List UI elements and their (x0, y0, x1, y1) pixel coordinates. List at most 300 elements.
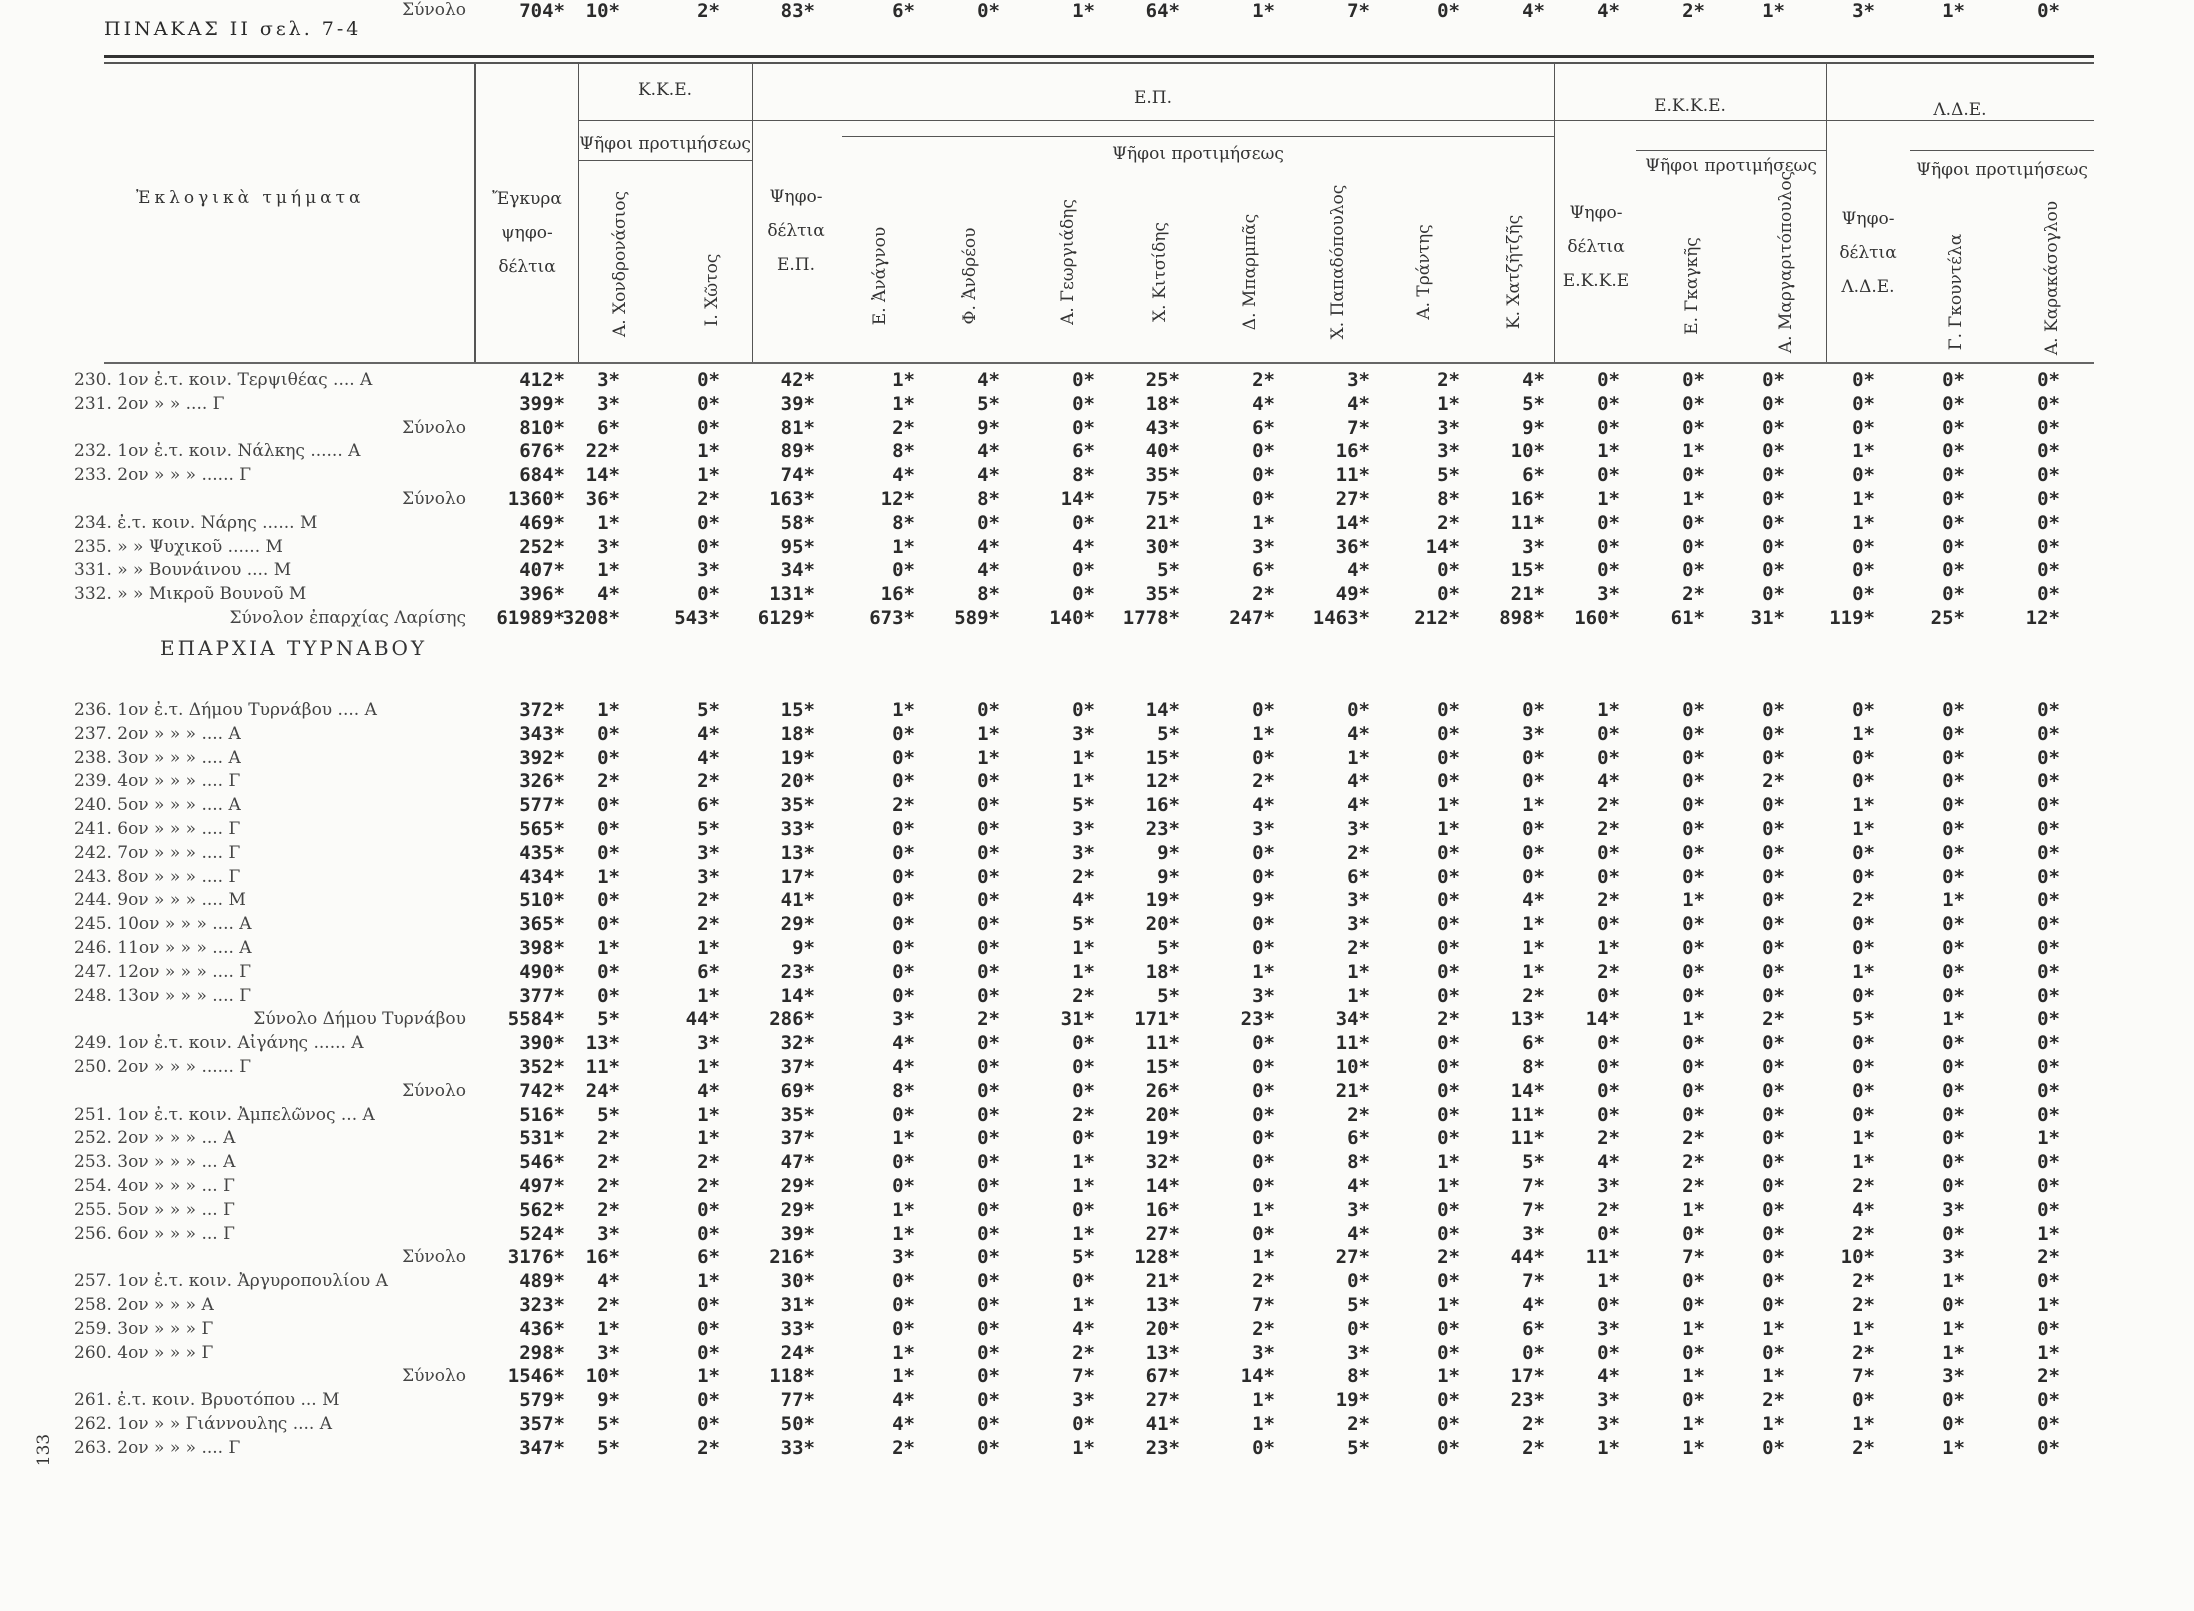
table-cell: 2* (1522, 1413, 1545, 1435)
table-cell: 0* (2037, 984, 2060, 1007)
table-cell: 10* (585, 0, 620, 22)
table-cell: 0* (1942, 770, 1965, 793)
candidate-header: Α. Γεωργιάδης (1058, 199, 1078, 325)
table-cell: 0* (1437, 746, 1460, 769)
table-cell: 4* (1252, 392, 1275, 415)
table-cell: 0* (1597, 392, 1620, 415)
pref-line-ep (842, 136, 1554, 137)
table-cell: 13* (585, 1032, 620, 1055)
table-cell: 0* (1682, 1389, 1705, 1412)
table-cell: 49* (1335, 583, 1370, 606)
table-cell: 0* (1437, 1270, 1460, 1293)
table-cell: 12* (1145, 770, 1180, 793)
table-cell: 0* (977, 1175, 1000, 1197)
table-cell: 2* (1072, 984, 1095, 1007)
table-cell: 0* (1942, 865, 1965, 888)
table-cell: 1* (1682, 889, 1705, 912)
table-cell: 898* (1499, 607, 1545, 629)
table-cell: 2* (1437, 1008, 1460, 1031)
table-cell: 4* (892, 1389, 915, 1412)
table-cell: 0* (1942, 937, 1965, 959)
table-cell: 6* (597, 416, 620, 439)
table-cell: 0* (1437, 1127, 1460, 1150)
table-cell: 0* (1852, 535, 1875, 558)
table-cell: 10* (1510, 440, 1545, 463)
table-cell: 0* (892, 1103, 915, 1126)
table-cell: 0* (892, 1294, 915, 1316)
table-cell: 2* (1252, 1317, 1275, 1340)
valid-ballots-header: Ἔγκυρα ψηφο- δέλτια (492, 189, 562, 277)
table-cell: 8* (1437, 488, 1460, 510)
table-cell: 0* (697, 1413, 720, 1435)
table-cell: 1* (1597, 937, 1620, 959)
header-bottom-rule (104, 362, 2094, 364)
table-cell: 0* (1762, 746, 1785, 769)
table-cell: 0* (597, 746, 620, 769)
table-cell: 1360* (507, 488, 565, 510)
table-cell: 0* (892, 1175, 915, 1197)
table-cell: 1* (1072, 1151, 1095, 1174)
table-cell: 1* (977, 722, 1000, 745)
ballots-ade-header: Ψηφο- δέλτια Λ.Δ.Ε. (1839, 209, 1897, 297)
table-cell: 0* (1762, 1079, 1785, 1102)
table-cell: 44* (685, 1008, 720, 1031)
table-cell: 10* (1840, 1246, 1875, 1269)
table-cell: 1* (1437, 1151, 1460, 1174)
table-cell: 489* (519, 1270, 565, 1293)
table-cell: 396* (519, 583, 565, 606)
candidate-header: Δ. Μπαρμπᾶς (1240, 213, 1260, 331)
table-cell: 392* (519, 746, 565, 769)
table-cell: 36* (1335, 535, 1370, 558)
table-cell: 0* (1762, 722, 1785, 745)
table-cell: 1* (597, 699, 620, 721)
row-label: 255. 5ον » » » ... Γ (74, 1199, 235, 1220)
table-cell: 0* (697, 583, 720, 606)
table-cell: 3* (697, 865, 720, 888)
table-cell: 0* (2037, 0, 2060, 22)
table-cell: 247* (1229, 607, 1275, 629)
table-cell: 497* (519, 1175, 565, 1197)
table-cell: 4* (892, 1032, 915, 1055)
table-cell: 0* (1437, 699, 1460, 721)
table-cell: 27* (1145, 1389, 1180, 1412)
table-cell: 0* (1682, 416, 1705, 439)
table-cell: 0* (1762, 464, 1785, 487)
table-cell: 1* (1437, 392, 1460, 415)
table-cell: 0* (977, 1365, 1000, 1388)
table-cell: 35* (780, 1103, 815, 1126)
table-cell: 44* (1510, 1246, 1545, 1269)
table-cell: 0* (1437, 1389, 1460, 1412)
table-cell: 1* (697, 1127, 720, 1150)
table-cell: 0* (1762, 1056, 1785, 1078)
table-cell: 1* (2037, 1294, 2060, 1316)
table-cell: 0* (1682, 392, 1705, 415)
table-cell: 3* (1347, 889, 1370, 912)
table-cell: 0* (1682, 984, 1705, 1007)
table-cell: 434* (519, 865, 565, 888)
table-cell: 19* (1335, 1389, 1370, 1412)
table-cell: 1* (1252, 1413, 1275, 1435)
table-cell: 372* (519, 699, 565, 721)
table-cell: 1* (1072, 1436, 1095, 1459)
table-cell: 3* (1597, 1389, 1620, 1412)
table-cell: 4* (1597, 770, 1620, 793)
table-cell: 0* (1522, 699, 1545, 721)
table-cell: 0* (1852, 1056, 1875, 1078)
table-cell: 4* (977, 464, 1000, 487)
table-cell: 0* (1852, 1103, 1875, 1126)
table-cell: 0* (1852, 559, 1875, 582)
table-cell: 1* (1597, 699, 1620, 721)
table-cell: 0* (1072, 1056, 1095, 1078)
table-cell: 4* (1522, 369, 1545, 391)
table-cell: 7* (1522, 1270, 1545, 1293)
table-cell: 6* (1347, 865, 1370, 888)
table-cell: 4* (977, 440, 1000, 463)
table-cell: 35* (780, 794, 815, 817)
table-cell: 23* (780, 960, 815, 983)
table-cell: 0* (1597, 511, 1620, 534)
table-cell: 39* (780, 1222, 815, 1245)
table-cell: 8* (892, 440, 915, 463)
table-cell: 1* (1072, 960, 1095, 983)
table-cell: 1* (1852, 511, 1875, 534)
pref-line-ekke (1636, 150, 1826, 151)
table-cell: 3* (1347, 913, 1370, 936)
table-cell: 6* (697, 794, 720, 817)
table-cell: 0* (1252, 746, 1275, 769)
table-cell: 5* (1072, 913, 1095, 936)
table-cell: 0* (1072, 559, 1095, 582)
table-cell: 2* (1437, 1246, 1460, 1269)
table-cell: 2* (892, 1436, 915, 1459)
table-cell: 0* (1597, 746, 1620, 769)
table-cell: 0* (1072, 416, 1095, 439)
table-cell: 0* (1597, 1032, 1620, 1055)
table-cell: 0* (892, 1270, 915, 1293)
table-cell: 0* (1072, 1032, 1095, 1055)
table-cell: 562* (519, 1198, 565, 1221)
table-cell: 3* (1437, 440, 1460, 463)
table-cell: 0* (2037, 488, 2060, 510)
table-cell: 4* (1852, 1198, 1875, 1221)
table-cell: 5* (1522, 1151, 1545, 1174)
table-cell: 0* (1762, 535, 1785, 558)
table-cell: 0* (1682, 369, 1705, 391)
table-cell: 0* (977, 1198, 1000, 1221)
table-cell: 0* (1852, 746, 1875, 769)
table-cell: 0* (1852, 1079, 1875, 1102)
table-cell: 0* (2037, 699, 2060, 721)
table-cell: 0* (1762, 1436, 1785, 1459)
table-cell: 1* (1682, 1008, 1705, 1031)
table-cell: 1* (597, 937, 620, 959)
table-cell: 171* (1134, 1008, 1180, 1031)
table-cell: 5* (1157, 559, 1180, 582)
table-cell: 0* (1852, 583, 1875, 606)
table-cell: 3* (1252, 984, 1275, 1007)
table-cell: 2* (1762, 770, 1785, 793)
pref-line-kke (578, 160, 752, 161)
table-cell: 1* (1852, 818, 1875, 840)
table-cell: 5* (697, 699, 720, 721)
table-cell: 0* (1252, 1103, 1275, 1126)
table-cell: 23* (1510, 1389, 1545, 1412)
table-cell: 2* (1252, 369, 1275, 391)
table-cell: 0* (977, 913, 1000, 936)
table-cell: 27* (1145, 1222, 1180, 1245)
table-cell: 0* (1942, 583, 1965, 606)
row-label: 234. ἐ.τ. κοιν. Νάρης ...... Μ (74, 512, 318, 533)
table-cell: 4* (892, 1413, 915, 1435)
pref-line-ade (1910, 150, 2094, 151)
table-cell: 0* (1072, 1079, 1095, 1102)
table-cell: 0* (1437, 1056, 1460, 1078)
table-cell: 3* (1347, 1341, 1370, 1364)
table-cell: 2* (2037, 1246, 2060, 1269)
table-cell: 0* (1762, 937, 1785, 959)
table-cell: 0* (697, 1222, 720, 1245)
page-title: ΠΙΝΑΚΑΣ II σελ. 7-4 (104, 18, 362, 40)
table-cell: 61989* (496, 607, 565, 629)
table-cell: 1778* (1122, 607, 1180, 629)
table-cell: 13* (1145, 1294, 1180, 1316)
table-cell: 0* (1437, 722, 1460, 745)
table-cell: 0* (2037, 960, 2060, 983)
table-cell: 0* (1597, 416, 1620, 439)
table-cell: 0* (2037, 1151, 2060, 1174)
table-cell: 42* (780, 369, 815, 391)
table-cell: 4* (1347, 392, 1370, 415)
table-cell: 3* (697, 841, 720, 864)
table-cell: 14* (1145, 699, 1180, 721)
table-cell: 11* (1510, 1127, 1545, 1150)
table-cell: 352* (519, 1056, 565, 1078)
table-cell: 0* (2037, 464, 2060, 487)
table-cell: 8* (1347, 1365, 1370, 1388)
table-cell: 810* (519, 416, 565, 439)
table-cell: 1* (697, 937, 720, 959)
table-cell: 0* (1252, 1032, 1275, 1055)
table-cell: 0* (2037, 369, 2060, 391)
table-cell: 0* (1072, 699, 1095, 721)
table-cell: 69* (780, 1079, 815, 1102)
table-cell: 1* (1522, 937, 1545, 959)
table-cell: 0* (1597, 1103, 1620, 1126)
table-cell: 0* (977, 699, 1000, 721)
table-cell: 1* (1852, 440, 1875, 463)
table-cell: 13* (780, 841, 815, 864)
table-cell: 3* (892, 1246, 915, 1269)
table-cell: 2* (977, 1008, 1000, 1031)
table-cell: 0* (1942, 1151, 1965, 1174)
table-cell: 0* (1682, 1032, 1705, 1055)
table-cell: 2* (1522, 1436, 1545, 1459)
table-cell: 0* (697, 511, 720, 534)
table-cell: 0* (892, 937, 915, 959)
table-cell: 1* (697, 1056, 720, 1078)
table-cell: 1* (1437, 794, 1460, 817)
table-cell: 0* (697, 416, 720, 439)
table-cell: 3* (1852, 0, 1875, 22)
table-cell: 31* (1750, 607, 1785, 629)
table-cell: 1* (1597, 1270, 1620, 1293)
table-cell: 1* (1682, 488, 1705, 510)
table-cell: 4* (977, 369, 1000, 391)
table-cell: 2* (1347, 1413, 1370, 1435)
row-label: Σύνολο (402, 489, 466, 509)
table-cell: 323* (519, 1294, 565, 1316)
table-cell: 0* (1942, 913, 1965, 936)
row-label: Σύνολο (402, 1080, 466, 1101)
table-cell: 0* (977, 1246, 1000, 1269)
table-cell: 20* (1145, 1317, 1180, 1340)
table-cell: 2* (1437, 511, 1460, 534)
table-cell: 0* (1942, 1032, 1965, 1055)
table-cell: 0* (2037, 722, 2060, 745)
table-cell: 29* (780, 913, 815, 936)
table-cell: 77* (780, 1389, 815, 1412)
table-cell: 577* (519, 794, 565, 817)
table-cell: 2* (1072, 1103, 1095, 1126)
table-cell: 2* (1852, 1294, 1875, 1316)
table-cell: 18* (1145, 392, 1180, 415)
table-cell: 14* (1425, 535, 1460, 558)
table-cell: 29* (780, 1175, 815, 1197)
table-cell: 4* (1597, 1365, 1620, 1388)
table-cell: 12* (880, 488, 915, 510)
table-cell: 0* (1597, 369, 1620, 391)
table-cell: 95* (780, 535, 815, 558)
table-cell: 0* (1072, 369, 1095, 391)
table-cell: 0* (2037, 511, 2060, 534)
table-cell: 0* (1072, 392, 1095, 415)
table-cell: 0* (2037, 535, 2060, 558)
table-cell: 0* (977, 1341, 1000, 1364)
table-cell: 3* (697, 1032, 720, 1055)
table-cell: 3* (1522, 535, 1545, 558)
party-ade-header: Λ.Δ.Ε. (1933, 100, 1987, 120)
table-cell: 6129* (757, 607, 815, 629)
table-cell: 19* (780, 746, 815, 769)
table-cell: 0* (977, 794, 1000, 817)
table-cell: 1546* (507, 1365, 565, 1388)
table-cell: 0* (1762, 369, 1785, 391)
table-cell: 1* (977, 746, 1000, 769)
table-cell: 0* (597, 913, 620, 936)
table-cell: 0* (1597, 841, 1620, 864)
table-cell: 1* (1852, 1413, 1875, 1435)
table-cell: 0* (1762, 416, 1785, 439)
table-cell: 2* (1682, 1175, 1705, 1197)
table-cell: 0* (1942, 1389, 1965, 1412)
table-cell: 0* (977, 1436, 1000, 1459)
table-cell: 1* (1437, 818, 1460, 840)
table-cell: 0* (1942, 1103, 1965, 1126)
table-cell: 1* (697, 1365, 720, 1388)
table-cell: 3208* (562, 607, 620, 629)
table-cell: 1* (1942, 1270, 1965, 1293)
table-cell: 1* (1597, 440, 1620, 463)
table-cell: 1* (1252, 1389, 1275, 1412)
row-label: 261. ἐ.τ. κοιν. Βρυοτόπου ... Μ (74, 1390, 340, 1411)
table-cell: 34* (1335, 1008, 1370, 1031)
group-line (578, 120, 2094, 121)
table-cell: 67* (1145, 1365, 1180, 1388)
col-label-header: Ἐκλογικὰ τμήματα (136, 188, 365, 208)
table-cell: 1* (1437, 1365, 1460, 1388)
row-label: 256. 6ον » » » ... Γ (74, 1223, 235, 1244)
table-cell: 0* (977, 1079, 1000, 1102)
candidate-header: Κ. Χατζῆτζῆς (1504, 214, 1524, 330)
table-cell: 0* (1762, 889, 1785, 912)
table-cell: 4* (977, 535, 1000, 558)
pref-votes-ade: Ψῆφοι προτιμήσεως (1916, 160, 2088, 180)
table-cell: 0* (1682, 1222, 1705, 1245)
table-cell: 23* (1240, 1008, 1275, 1031)
table-cell: 11* (1335, 464, 1370, 487)
table-cell: 1* (1072, 746, 1095, 769)
pref-votes-kke: Ψῆφοι προτιμήσεως (579, 134, 751, 154)
table-cell: 490* (519, 960, 565, 983)
table-cell: 64* (1145, 0, 1180, 22)
table-cell: 2* (1597, 889, 1620, 912)
table-cell: 3* (1347, 369, 1370, 391)
table-cell: 16* (1510, 488, 1545, 510)
table-cell: 6* (1347, 1127, 1370, 1150)
table-cell: 390* (519, 1032, 565, 1055)
table-cell: 1* (1682, 1198, 1705, 1221)
table-cell: 0* (1762, 1222, 1785, 1245)
table-cell: 326* (519, 770, 565, 793)
party-ekke-header: Ε.Κ.Κ.Ε. (1654, 96, 1726, 116)
table-cell: 128* (1134, 1246, 1180, 1269)
table-cell: 0* (1597, 1056, 1620, 1078)
table-cell: 0* (892, 1151, 915, 1174)
party-ep-header: Ε.Π. (1133, 88, 1173, 108)
table-cell: 11* (1510, 1103, 1545, 1126)
table-cell: 0* (2037, 1079, 2060, 1102)
table-cell: 3* (597, 1341, 620, 1364)
table-cell: 2* (1597, 960, 1620, 983)
table-cell: 20* (1145, 913, 1180, 936)
table-cell: 1* (597, 1317, 620, 1340)
table-cell: 531* (519, 1127, 565, 1150)
table-cell: 0* (1437, 583, 1460, 606)
table-cell: 0* (1072, 1127, 1095, 1150)
table-cell: 9* (1522, 416, 1545, 439)
table-cell: 0* (2037, 818, 2060, 840)
table-cell: 0* (977, 0, 1000, 22)
table-cell: 0* (1252, 488, 1275, 510)
candidate-header: Γ. Γκουντέλα (1946, 233, 1966, 351)
table-cell: 0* (597, 794, 620, 817)
table-cell: 5* (1437, 464, 1460, 487)
table-cell: 589* (954, 607, 1000, 629)
table-cell: 0* (1762, 1294, 1785, 1316)
table-cell: 0* (1682, 1103, 1705, 1126)
table-cell: 19* (1145, 1127, 1180, 1150)
table-cell: 32* (780, 1032, 815, 1055)
table-cell: 3* (1942, 1246, 1965, 1269)
table-cell: 742* (519, 1079, 565, 1102)
table-cell: 2* (1852, 889, 1875, 912)
table-cell: 2* (597, 1151, 620, 1174)
table-cell: 0* (892, 1317, 915, 1340)
table-cell: 2* (1347, 841, 1370, 864)
